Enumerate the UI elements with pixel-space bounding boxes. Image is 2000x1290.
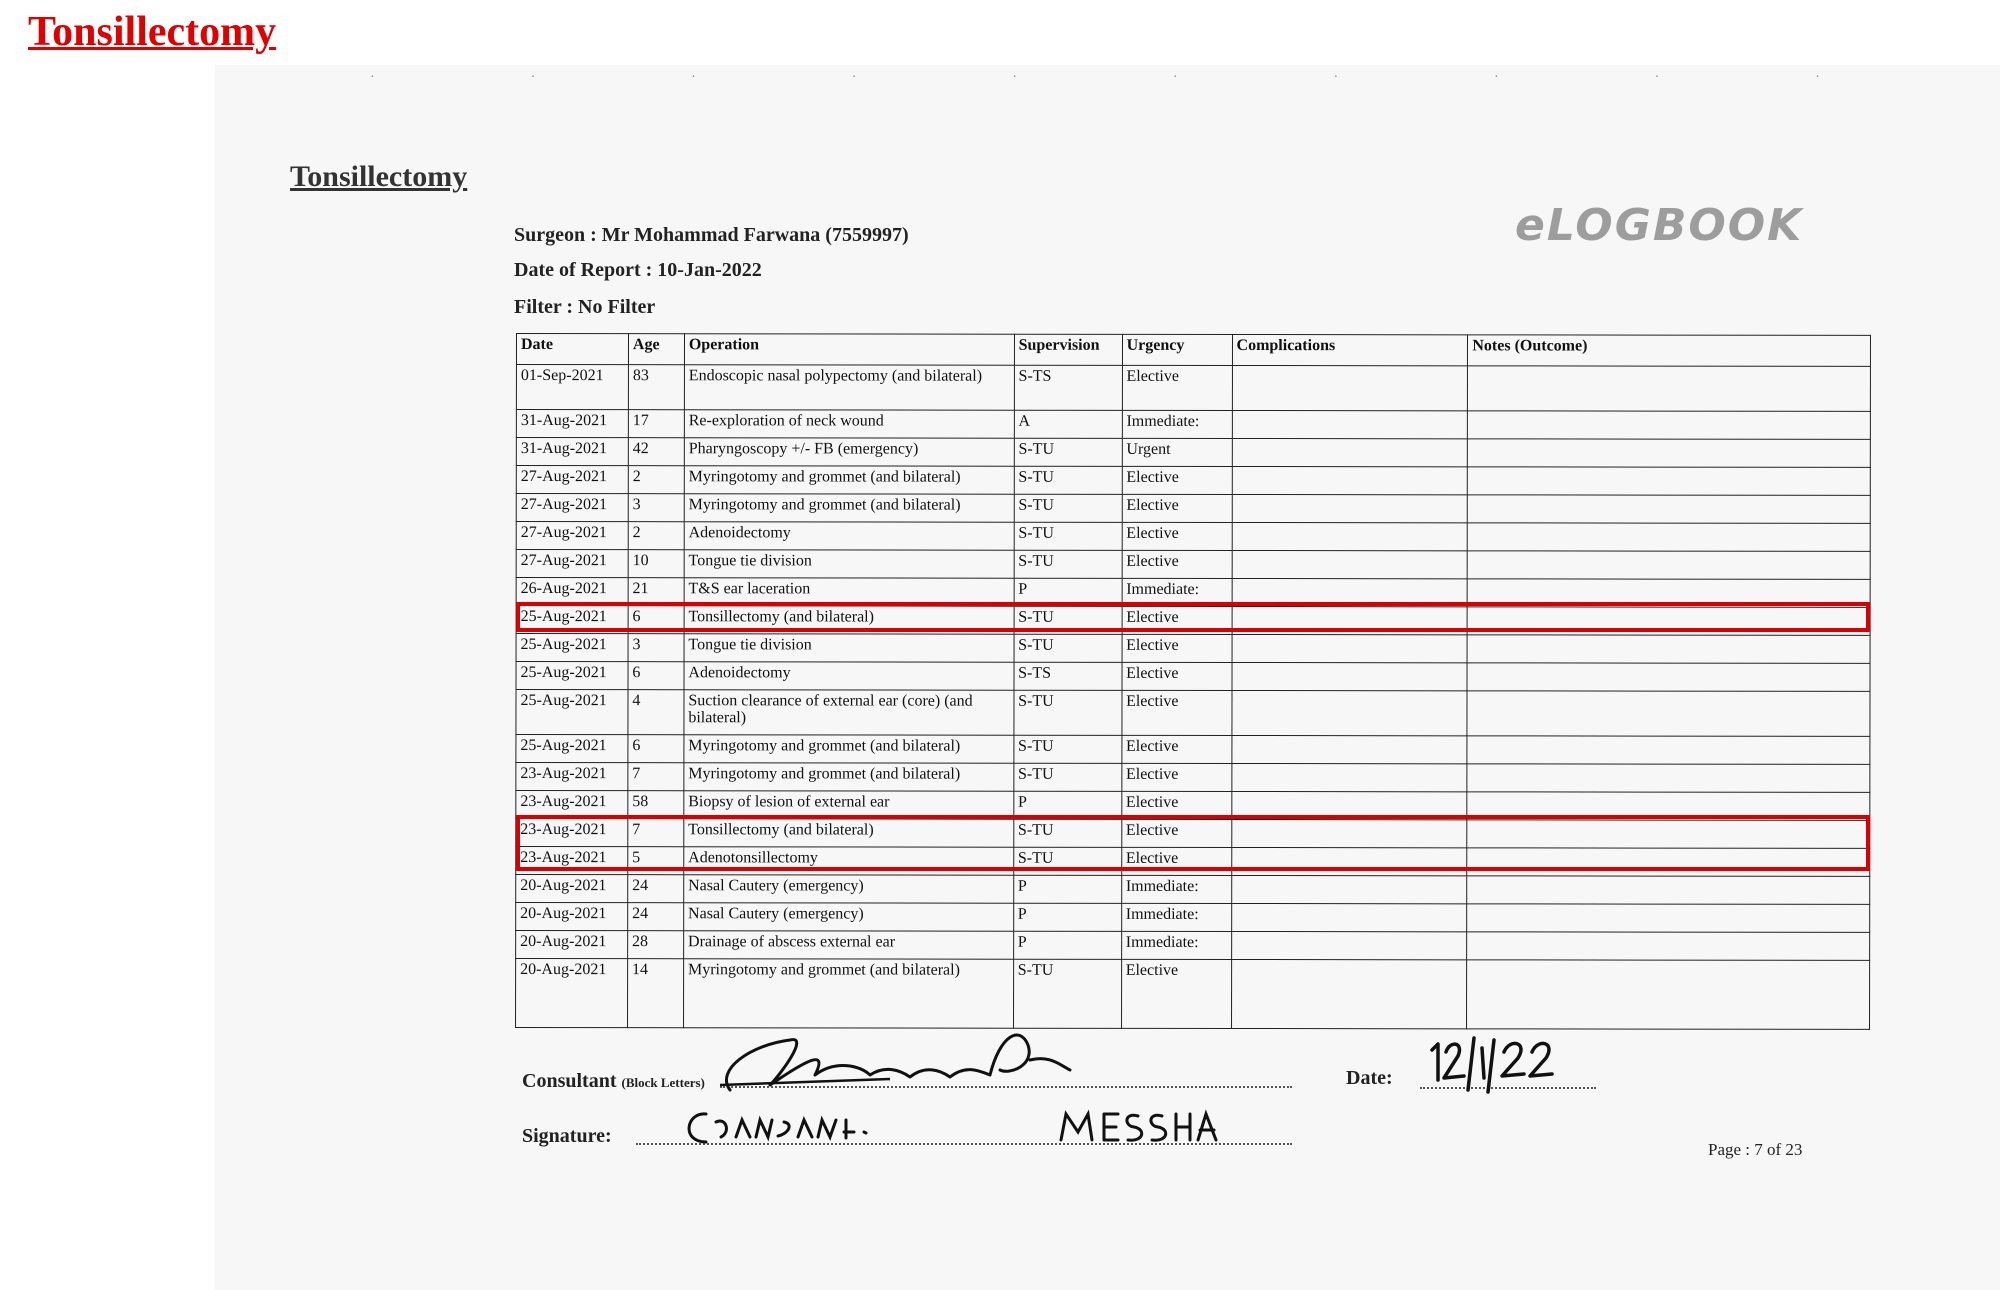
cell-date: 25-Aug-2021: [516, 662, 628, 690]
cell-operation: Tonsillectomy (and bilateral): [684, 819, 1014, 847]
cell-supervision: P: [1013, 791, 1121, 819]
column-header-urgency: Urgency: [1122, 334, 1232, 365]
cell-supervision: S-TU: [1014, 494, 1122, 522]
cell-date: 26-Aug-2021: [516, 578, 628, 606]
cell-supervision: S-TU: [1013, 763, 1121, 791]
cell-operation: Myringotomy and grommet (and bilateral): [684, 763, 1014, 791]
cell-supervision: S-TU: [1014, 522, 1122, 550]
highlight-box-tonsillectomy-25aug: [516, 602, 1870, 632]
cell-operation: Adenotonsillectomy: [684, 847, 1014, 875]
surgeon-line: Surgeon : Mr Mohammad Farwana (7559997): [514, 224, 909, 246]
table-row: [516, 903, 1870, 933]
cell-operation: Nasal Cautery (emergency): [684, 875, 1014, 903]
cell-operation: Biopsy of lesion of external ear: [684, 791, 1014, 819]
cell-notes: [1468, 439, 1871, 468]
cell-age: 6: [628, 606, 684, 634]
cell-operation: Adenoidectomy: [684, 522, 1014, 550]
cell-urgency: Urgent: [1122, 438, 1232, 466]
table-row: [516, 763, 1870, 793]
table-row: [516, 550, 1870, 580]
cell-date: 27-Aug-2021: [516, 466, 628, 494]
cell-age: 7: [628, 763, 684, 791]
cell-date: 31-Aug-2021: [516, 410, 628, 438]
signature-label: Signature:: [522, 1125, 612, 1147]
cell-supervision: P: [1013, 903, 1121, 931]
cell-supervision: S-TU: [1014, 690, 1122, 735]
cell-notes: [1468, 551, 1871, 580]
cell-notes: [1467, 736, 1870, 765]
cell-operation: Pharyngoscopy +/- FB (emergency): [684, 438, 1014, 466]
handwritten-date: [1424, 1030, 1584, 1100]
cell-age: 58: [628, 791, 684, 819]
table-row: [516, 438, 1870, 468]
cell-date: 27-Aug-2021: [516, 522, 628, 550]
scan-dots: · · · · · · · · · ·: [370, 70, 1820, 85]
elogbook-logo: eLOGBOOK: [1515, 200, 1804, 251]
cell-urgency: Elective: [1121, 847, 1231, 875]
cell-operation: Nasal Cautery (emergency): [684, 903, 1014, 931]
cell-complications: [1232, 634, 1468, 662]
cell-age: 17: [628, 410, 684, 438]
cell-date: 25-Aug-2021: [516, 690, 628, 735]
cell-operation: Re-exploration of neck wound: [684, 410, 1014, 438]
cell-operation: Adenoidectomy: [684, 662, 1014, 690]
table-body: [516, 365, 1871, 1030]
cell-operation: Tongue tie division: [684, 550, 1014, 578]
cell-operation: Tongue tie division: [684, 634, 1014, 662]
cell-date: 20-Aug-2021: [516, 903, 628, 931]
cell-urgency: Elective: [1122, 606, 1232, 634]
table-row: [516, 410, 1870, 440]
cell-operation: Suction clearance of external ear (core) (and bilateral): [684, 690, 1014, 735]
cell-age: 83: [628, 365, 684, 410]
cell-notes: [1468, 495, 1871, 524]
cell-age: 28: [628, 931, 684, 959]
cell-urgency: Immediate:: [1122, 578, 1232, 606]
consultant-label: [522, 1070, 705, 1093]
cell-urgency: Elective: [1121, 959, 1231, 1028]
cell-notes: [1468, 366, 1871, 412]
cell-urgency: Immediate:: [1121, 931, 1231, 959]
column-header-date: Date: [516, 334, 628, 365]
page-heading: Tonsillectomy: [28, 9, 277, 55]
cell-notes: [1467, 876, 1870, 905]
cell-age: 3: [628, 634, 684, 662]
cell-age: 10: [628, 550, 684, 578]
column-header-complications: Complications: [1232, 334, 1468, 365]
cell-supervision: S-TU: [1014, 634, 1122, 662]
cell-age: 2: [628, 466, 684, 494]
cell-age: 6: [628, 735, 684, 763]
cell-complications: [1232, 494, 1468, 522]
cell-age: 5: [628, 847, 684, 875]
column-header-notes: Notes (Outcome): [1468, 335, 1871, 367]
cell-supervision: S-TU: [1014, 550, 1122, 578]
cell-age: 24: [628, 903, 684, 931]
cell-urgency: Elective: [1122, 662, 1232, 690]
table-row: [516, 690, 1870, 737]
cell-date: 23-Aug-2021: [516, 847, 628, 875]
report-date-line: Date of Report : 10-Jan-2022: [514, 259, 762, 281]
cell-notes: [1468, 523, 1871, 552]
cell-urgency: Elective: [1122, 466, 1232, 494]
cell-date: 31-Aug-2021: [516, 438, 628, 466]
cell-supervision: P: [1013, 931, 1121, 959]
cell-operation: Myringotomy and grommet (and bilateral): [684, 494, 1014, 522]
cell-complications: [1232, 410, 1468, 438]
cell-operation: Myringotomy and grommet (and bilateral): [684, 735, 1014, 763]
cell-date: 27-Aug-2021: [516, 494, 628, 522]
handwritten-signature: [710, 1015, 1100, 1105]
cell-supervision: S-TU: [1013, 847, 1121, 875]
cell-notes: [1467, 932, 1870, 961]
cell-operation: Endoscopic nasal polypectomy (and bilateral): [684, 365, 1014, 410]
cell-date: 25-Aug-2021: [516, 735, 628, 763]
cell-notes: [1467, 635, 1870, 664]
cell-supervision: S-TS: [1014, 365, 1122, 410]
cell-urgency: Elective: [1122, 550, 1232, 578]
cell-supervision: S-TU: [1013, 959, 1121, 1028]
cell-complications: [1232, 662, 1468, 690]
table-row: [516, 466, 1870, 496]
cell-age: 14: [627, 959, 683, 1028]
cell-urgency: Immediate:: [1121, 903, 1231, 931]
cell-supervision: P: [1013, 875, 1121, 903]
cell-notes: [1468, 467, 1871, 496]
page-number: Page : 7 of 23: [1708, 1140, 1803, 1159]
cell-urgency: Elective: [1122, 494, 1232, 522]
cell-complications: [1232, 550, 1468, 578]
cell-date: 20-Aug-2021: [516, 931, 628, 959]
table-row: [516, 875, 1870, 905]
cell-urgency: Elective: [1121, 819, 1231, 847]
cell-notes: [1468, 411, 1871, 440]
cell-date: 23-Aug-2021: [516, 819, 628, 847]
column-header-supervision: Supervision: [1014, 334, 1122, 365]
cell-date: 25-Aug-2021: [516, 634, 628, 662]
cell-supervision: S-TS: [1014, 662, 1122, 690]
table-row: [516, 634, 1870, 664]
cell-complications: [1231, 763, 1467, 791]
cell-supervision: S-TU: [1014, 466, 1122, 494]
cell-urgency: Elective: [1122, 634, 1232, 662]
cell-date: 23-Aug-2021: [516, 763, 628, 791]
cell-operation: Drainage of abscess external ear: [684, 931, 1014, 959]
cell-urgency: Elective: [1122, 690, 1232, 735]
cell-operation: Myringotomy and grommet (and bilateral): [683, 959, 1013, 1028]
consultant-label-text: Consultant: [522, 1070, 617, 1092]
table-row: [516, 494, 1870, 524]
cell-notes: [1467, 960, 1870, 1030]
cell-age: 7: [628, 819, 684, 847]
table-header-row: [516, 334, 1870, 367]
cell-complications: [1232, 522, 1468, 550]
date-label: Date:: [1346, 1067, 1393, 1089]
cell-age: 21: [628, 578, 684, 606]
cell-urgency: Elective: [1122, 522, 1232, 550]
handwritten-block-letters: [676, 1102, 1276, 1152]
cell-notes: [1467, 663, 1870, 692]
cell-age: 3: [628, 494, 684, 522]
cell-supervision: P: [1014, 578, 1122, 606]
cell-date: 23-Aug-2021: [516, 791, 628, 819]
table-row: [516, 365, 1870, 412]
cell-operation: T&S ear laceration: [684, 578, 1014, 606]
cell-complications: [1231, 959, 1467, 1028]
cell-supervision: S-TU: [1014, 735, 1122, 763]
cell-complications: [1232, 466, 1468, 494]
cell-age: 2: [628, 522, 684, 550]
cell-date: 27-Aug-2021: [516, 550, 628, 578]
cell-supervision: S-TU: [1014, 606, 1122, 634]
cell-complications: [1231, 735, 1467, 763]
cell-complications: [1231, 931, 1467, 959]
table-row: [516, 735, 1870, 765]
table-row: [516, 522, 1870, 552]
column-header-age: Age: [628, 334, 684, 365]
cell-complications: [1231, 875, 1467, 903]
cell-urgency: Immediate:: [1121, 875, 1231, 903]
cell-urgency: Elective: [1121, 791, 1231, 819]
document-title: Tonsillectomy: [290, 160, 468, 193]
cell-complications: [1232, 365, 1468, 410]
operations-table: [515, 333, 1871, 1030]
table-row: [516, 931, 1870, 961]
highlight-box-tonsillectomy-23aug: [516, 815, 1870, 871]
cell-age: 4: [628, 690, 684, 735]
cell-age: 6: [628, 662, 684, 690]
cell-notes: [1467, 904, 1870, 933]
cell-complications: [1231, 903, 1467, 931]
cell-operation: Myringotomy and grommet (and bilateral): [684, 466, 1014, 494]
cell-notes: [1467, 691, 1870, 737]
cell-date: 01-Sep-2021: [516, 365, 628, 410]
cell-age: 42: [628, 438, 684, 466]
filter-line: Filter : No Filter: [514, 296, 656, 318]
cell-supervision: S-TU: [1014, 438, 1122, 466]
cell-date: 20-Aug-2021: [516, 959, 628, 1028]
cell-urgency: Elective: [1121, 763, 1231, 791]
cell-notes: [1467, 764, 1870, 793]
cell-date: 25-Aug-2021: [516, 606, 628, 634]
cell-date: 20-Aug-2021: [516, 875, 628, 903]
cell-urgency: Immediate:: [1122, 410, 1232, 438]
cell-complications: [1231, 690, 1467, 735]
cell-age: 24: [628, 875, 684, 903]
cell-urgency: Elective: [1121, 735, 1231, 763]
block-letters-note: (Block Letters): [621, 1075, 705, 1090]
table-row: [516, 662, 1870, 692]
cell-supervision: A: [1014, 410, 1122, 438]
cell-urgency: Elective: [1122, 365, 1232, 410]
cell-operation: Tonsillectomy (and bilateral): [684, 606, 1014, 634]
cell-supervision: S-TU: [1013, 819, 1121, 847]
cell-complications: [1232, 438, 1468, 466]
column-header-operation: Operation: [684, 334, 1014, 365]
